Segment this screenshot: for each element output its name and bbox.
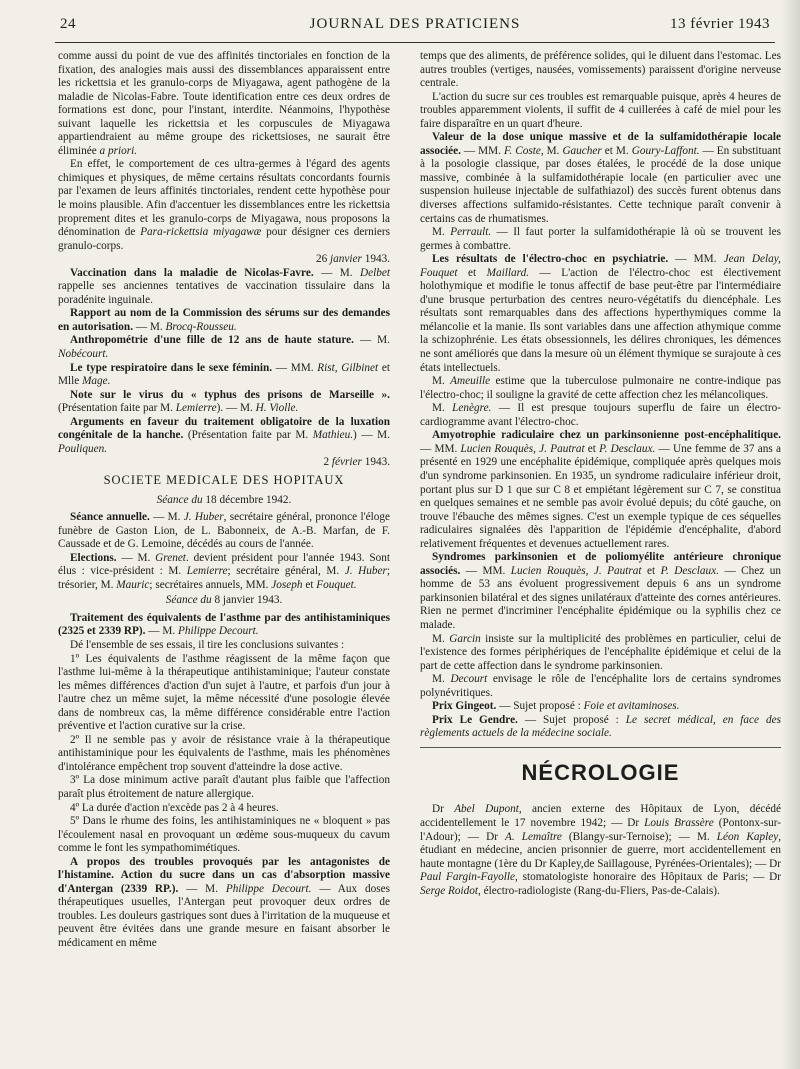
- page-number: 24: [60, 16, 76, 32]
- page-header: [60, 16, 770, 38]
- communication: Valeur de la dose unique massive et de la sulfamidothérapie locale associée. — MM. F. Coste, M. Gaucher et M. Goury-Laffont. — En substituant à la posologie classique, par doses étalées, le procédé de la dose unique massive, combinée à la sulfamidothérapie locale (en particulier avec une suspension huileuse injectable de sulfathiazol) des succès furent obtenus dans diverses affections sulfamido-résistantes. Cette technique paraît convenir à certains cas de rhumatismes.: [420, 131, 782, 225]
- communication: Elections. — M. Grenet. devient président pour l'année 1943. Sont élus : vice-président : M. Lemierre; secrétaire général, M. J. Huber; trésorier, M. Mauric; secrétaires annuels, MM. Joseph et Fouquet.: [58, 551, 390, 591]
- section-divider: [420, 747, 781, 748]
- paragraph: M. Decourt envisage le rôle de l'encéphalite lors de certains syndromes polynévritiques.: [420, 673, 781, 699]
- conclusion-item: 4º La durée d'action n'excède pas 2 à 4 heures.: [70, 801, 279, 814]
- signature-date: 2 février 1943.: [323, 456, 390, 469]
- conclusion-item: 5º Dans le rhume des foins, les antihistaminiques ne « bloquent » pas l'écoulement nasal en provoquant un œdème sous-muqueux du cavum comme le font les sympathomimétiques.: [58, 815, 390, 855]
- header-rule: [55, 42, 775, 43]
- communication: Arguments en faveur du traitement obligatoire de la luxation congénitale de la hanche. (Présentation faite par M. Mathieu.) — M. Pouliquen.: [58, 415, 390, 455]
- communication: Amyotrophie radiculaire chez un parkinsonienne post-encéphalitique. — MM. Lucien Rouquès, J. Pautrat et P. Desclaux. — Une femme de 37 ans a présenté en 1929 une encéphalite épidémique, compliquée après quelques mois d'un syndrome parkinsonien. En 1935, un syndrome radiculaire inférieur droit, portant plus sur D 1 que sur C 8 et empiétant légèrement sur C 7, se constitua en quelques semaines et ne semble pas avoir évolué depuis; du côté gauche, on trouve l'ébauche des mêmes signes. C'est un exemple typique de ces séquelles radiculaires signalées dès l'apparition de l'épidémie d'encéphalite, d'abord relativement fréquentes et devenues actuellement rares.: [420, 429, 781, 550]
- communication: Syndromes parkinsonien et de poliomyélite antérieure chronique associés. — MM. Lucien Rouquès, J. Pautrat et P. Desclaux. — Chez un homme de 53 ans évoluent progressivement depuis 6 ans un syndrome parkinsonien bilatéral et des signes unilatéraux d'atteinte des cornes antérieures. Rien ne permet d'incriminer l'encéphalite épidémique ou la syphilis chez ce malade.: [420, 551, 781, 631]
- communication: Vaccination dans la maladie de Nicolas-Favre. — M. Delbet rappelle ses anciennes tentatives de vaccination tissulaire dans la poradénite inguinale.: [58, 266, 390, 306]
- communication: Note sur le virus du « typhus des prisons de Marseille ». (Présentation faite par M. Lemierre). — M. H. Violle.: [58, 388, 390, 415]
- paragraph: En effet, le comportement de ces ultra-germes à l'égard des agents chimiques et physiques, de même certains résultats concordants fournis par l'examen de leurs affinités tinctoriales, rendent cette hypothèse pour le moins plausible. Afin d'accentuer les dissemblances entre les rickettsia proprement dites et les granulo-corps de Miyagawa, nous proposons la dénomination de Para-rickettsia miyagawæ pour désigner ces derniers granulo-corps.: [58, 158, 390, 252]
- left-column: [58, 50, 390, 951]
- paragraph: L'action du sucre sur ces troubles est remarquable puisque, après 4 heures de troubles apparemment violents, il suffit de 4 cuillerées à café de miel pour les faire disparaître en un quart d'heure.: [420, 90, 781, 130]
- conclusion-item: 3º La dose minimum active paraît d'autant plus faible que l'affection paraît plus étroitement de nature allergique.: [58, 774, 390, 800]
- communication: Les résultats de l'électro-choc en psychiatrie. — MM. Jean Delay, Fouquet et Maillard. — L'action de l'électro-choc est électivement holothymique et modifie le tonus affectif de base peut-être par l'intermédiaire d'une brusque perturbation des centres neuro-végétatifs du diencéphale. Les résultats sont remarquables dans des affections hyperthymiques comme la mélancolie et la manie. Ils sont variables dans une affection athymique comme la schizophrénie. Les états obsessionnels, les délires chroniques, les démences ne sont améliorés que dans la mesure où un élément thymique se surajoute à ces états intellectuels.: [420, 253, 781, 374]
- prize-item: Prix Le Gendre. — Sujet proposé : Le secret médical, en face des règlements actuels de la médecine sociale.: [420, 713, 781, 740]
- paragraph: comme aussi du point de vue des affinités tinctoriales en fonction de la fixation, des analogies mais aussi des dissemblances apparaissent entre les rickettsia et les granulo-corps de Miyagawa, agent pathogène de la maladie de Nicolas-Fabre. Toute identification entre ces deux ordres de formations est donc, pour l'instant, interdite. Néanmoins, l'hypothèse suivant laquelle les rickettsia et les corpuscules de Miyagawa appartiendraient au même groupe des rickettsioses, ne saurait être éliminée a priori.: [58, 50, 390, 157]
- page-edge-shadow: [782, 0, 800, 1069]
- conclusion-item: 2º Il ne semble pas y avoir de résistance vraie à la thérapeutique antihistaminique pour les équivalents de l'asthme, mais les phénomènes d'intolérance empêchent trop souvent d'atteindre la dose active.: [58, 733, 390, 773]
- necrology-text: Dr Abel Dupont, ancien externe des Hôpitaux de Lyon, décédé accidentellement le 17 novembre 1942; — Dr Louis Brassère (Pontonx-sur-l'Adour); — Dr A. Lemaître (Blangy-sur-Ternoise); — M. Léon Kapley, étudiant en médecine, ancien prisonnier de guerre, mort accidentellement en haute montagne (1ère du Dr Kapley,de Saillagouse, Pyrénées-Orientales); — Dr Paul Fargin-Fayolle, stomatologiste honoraire des Hôpitaux de Paris; — Dr Serge Roidot, électro-radiologiste (Rang-du-Fliers, Pas-de-Calais).: [420, 803, 782, 897]
- paragraph: M. Lenègre. — Il est presque toujours superflu de faire un électro-cardiogramme avant l'électro-choc.: [420, 402, 781, 428]
- paragraph: M. Perrault. — Il faut porter la sulfamidothérapie là où se trouvent les germes à combattre.: [420, 226, 781, 252]
- communication: A propos des troubles provoqués par les antagonistes de l'histamine. Action du sucre dans un cas d'absorption massive d'Antergan (2339 RP.). — M. Philippe Decourt. — Aux doses thérapeutiques usuelles, l'Antergan peut provoquer deux ordres de troubles. Les douleurs gastriques sont dues à l'irritation de la muqueuse et peuvent être évitées dans une grande mesure en faisant absorber le médicament en même: [58, 855, 390, 949]
- signature-date: 26 janvier 1943.: [315, 253, 390, 266]
- section-title: SOCIETE MEDICALE DES HOPITAUX: [103, 472, 345, 487]
- paragraph: M. Garcin insiste sur la multiplicité des problèmes en particulier, celui de l'existence des formes périphériques de l'encéphalite épidémique et celui de la part de cette affection dans le syndrome parkinsonien.: [420, 632, 781, 672]
- conclusion-item: 1º Les équivalents de l'asthme réagissent de la même façon que l'asthme lui-même à la thérapeutique antihistaminique; l'auteur constate les mêmes différences d'action d'un sujet à l'autre, et parfois d'un jour à l'autre chez un même sujet, la même nécessité d'une posologie élevée dans de nombreux cas, la même différence considérable entre l'action préventive et l'action curative sur la crise.: [58, 652, 390, 733]
- issue-date: 13 février 1943: [670, 16, 770, 32]
- communication: Rapport au nom de la Commission des sérums sur des demandes en autorisation. — M. Brocq-Rousseu.: [58, 307, 390, 333]
- paragraph: temps que des aliments, de préférence solides, qui le diluent dans l'estomac. Les autres troubles (vertiges, nausées, vomissements) paraissent d'origine nerveuse centrale.: [420, 50, 781, 90]
- journal-title: JOURNAL DES PRATICIENS: [309, 16, 521, 32]
- right-column: [420, 50, 781, 898]
- paragraph: M. Ameuille estime que la tuberculose pulmonaire ne contre-indique pas l'électro-choc; il souligne la gravité de cette affection chez les mélancoliques.: [420, 375, 781, 401]
- paragraph: Dé l'ensemble de ses essais, il tire les conclusions suivantes :: [70, 638, 345, 651]
- prize-item: Prix Gingeot. — Sujet proposé : Foie et avitaminoses.: [432, 700, 680, 713]
- session-heading: Séance du 8 janvier 1943.: [165, 594, 283, 607]
- communication: Le type respiratoire dans le sexe féminin. — MM. Rist, Gilbinet et Mlle Mage.: [58, 361, 390, 388]
- necrology-title: NÉCROLOGIE: [521, 759, 680, 785]
- communication: Anthropométrie d'une fille de 12 ans de haute stature. — M. Nobécourt.: [58, 334, 390, 361]
- communication: Séance annuelle. — M. J. Huber, secrétaire général, prononce l'éloge funèbre de Gaston Lion, de L. Babonneix, de A.-B. Marfan, de F. Caussade et de G. Lemoine, décédés au cours de l'année.: [58, 511, 390, 551]
- session-heading: Séance du 18 décembre 1942.: [156, 493, 292, 506]
- communication: Traitement des équivalents de l'asthme par des antihistaminiques (2325 et 2339 RP). — M. Philippe Decourt.: [58, 611, 390, 638]
